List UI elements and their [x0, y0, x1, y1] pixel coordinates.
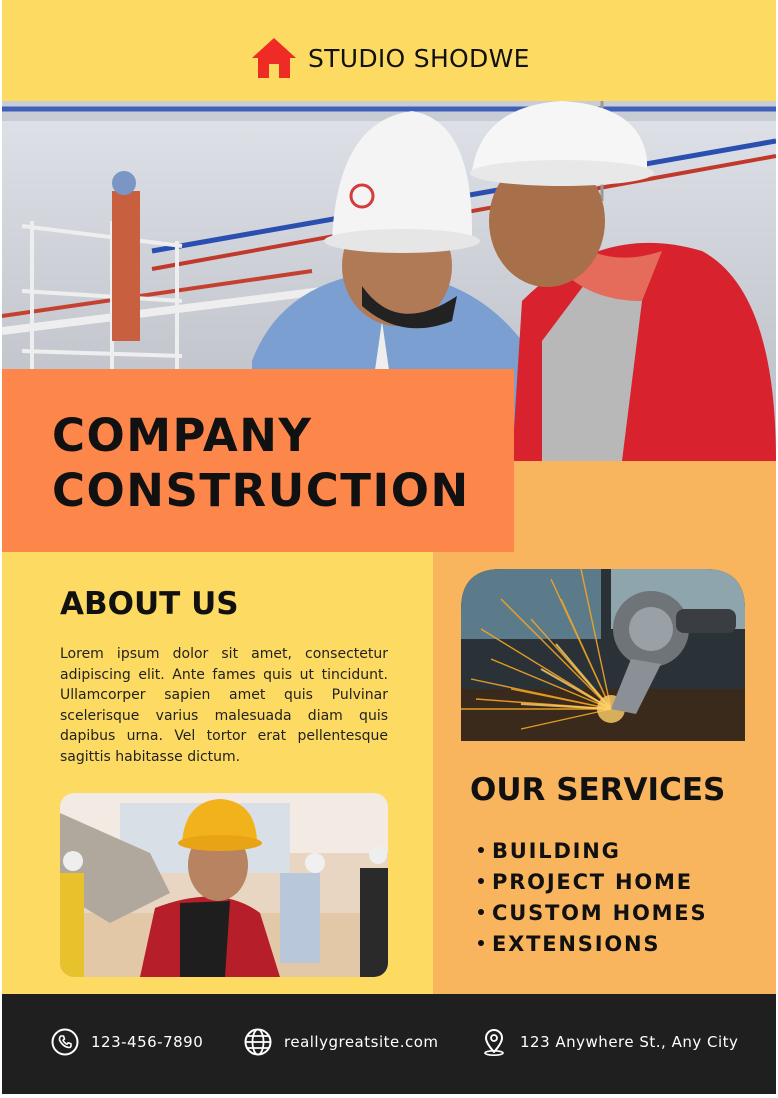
about-body: Lorem ipsum dolor sit amet, consectetur adipiscing elit. Ante fames quis ut tincidunt. Ullamcorper sapien amet quis Pulvinar scelerisque varius malesuada diam quis dapibus urna. Vel tortor erat pellentesque sagittis habitasse dictum.: [60, 646, 388, 765]
contact-address: [480, 1027, 738, 1057]
grinding-sparks-photo: [461, 569, 745, 741]
bullet-icon: [478, 847, 484, 853]
phone-icon: [51, 1028, 79, 1056]
worker-photo: [60, 793, 388, 977]
header: [2, 0, 776, 101]
flyer-page: [2, 0, 776, 1094]
address-text: 123 Anywhere St., Any City: [520, 1033, 739, 1051]
list-item: [478, 836, 707, 867]
phone-number: 123-456-7890: [91, 1033, 204, 1051]
services-list: [478, 836, 707, 960]
service-label: EXTENSIONS: [492, 932, 661, 956]
about-heading: ABOUT US: [60, 586, 239, 622]
service-label: BUILDING: [492, 839, 621, 863]
service-label: CUSTOM HOMES: [492, 901, 708, 925]
bullet-icon: [478, 878, 484, 884]
contact-website: [244, 1027, 439, 1057]
service-label: PROJECT HOME: [492, 870, 693, 894]
title-line-1: COMPANY: [52, 409, 313, 462]
list-item: [478, 929, 707, 960]
list-item: [478, 898, 707, 929]
globe-icon: [244, 1028, 272, 1056]
house-icon: [250, 36, 298, 80]
brand-name: STUDIO SHODWE: [308, 43, 530, 73]
location-pin-icon: [480, 1028, 508, 1056]
title-block: [2, 369, 514, 552]
website-url: reallygreatsite.com: [284, 1033, 439, 1051]
brand: [250, 36, 530, 80]
contact-phone: [51, 1027, 203, 1057]
services-heading: OUR SERVICES: [470, 772, 726, 808]
list-item: [478, 867, 707, 898]
bullet-icon: [478, 909, 484, 915]
bullet-icon: [478, 940, 484, 946]
title-line-2: CONSTRUCTION: [52, 464, 470, 517]
footer: [2, 994, 776, 1094]
